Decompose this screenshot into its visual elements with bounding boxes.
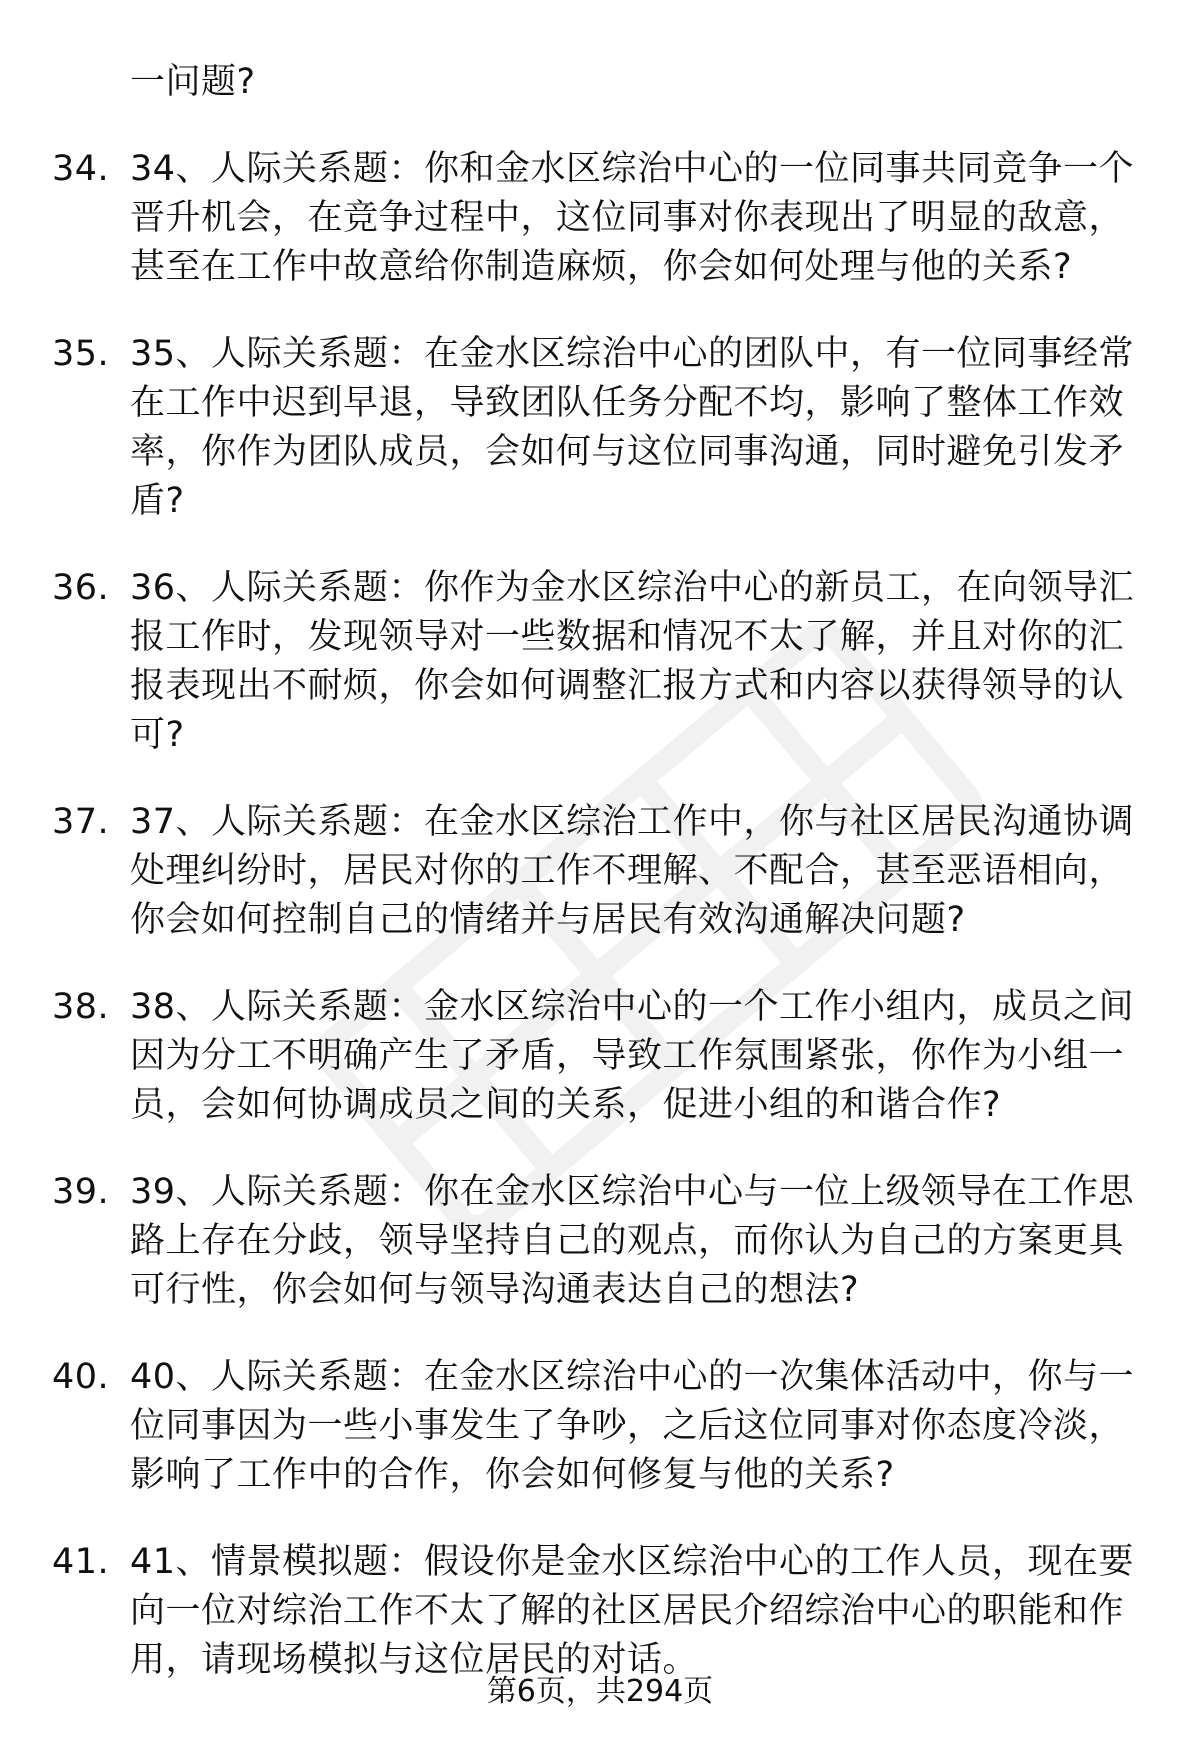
question-number: 35. (52, 334, 110, 374)
question-text: 37、人际关系题：在金水区综治工作中，你与社区居民沟通协调处理纠纷时，居民对你的工作不理解、不配合，甚至恶语相向，你会如何控制自己的情绪并与居民有效沟通解决问题? (130, 802, 1135, 940)
question-text: 34、人际关系题：你和金水区综治中心的一位同事共同竞争一个晋升机会，在竞争过程中，这位同事对你表现出了明显的敌意，甚至在工作中故意给你制造麻烦，你会如何处理与他的关系? (130, 149, 1135, 287)
continued-question-fragment: 一问题? (130, 62, 256, 102)
question-number: 40. (52, 1357, 110, 1397)
question-item (0, 564, 1150, 760)
question-number: 38. (52, 987, 110, 1027)
question-text: 35、人际关系题：在金水区综治中心的团队中，有一位同事经常在工作中迟到早退，导致团队任务分配不均，影响了整体工作效率，你作为团队成员，会如何与这位同事沟通，同时避免引发矛盾? (130, 334, 1135, 521)
question-number: 37. (52, 802, 110, 842)
question-list (0, 145, 1200, 1685)
question-number: 36. (52, 568, 110, 608)
question-item (0, 798, 1150, 945)
question-item (0, 1538, 1150, 1685)
page-footer (0, 1672, 1200, 1712)
question-number: 39. (52, 1172, 110, 1212)
question-item (0, 330, 1150, 526)
question-number: 41. (52, 1542, 110, 1582)
question-item (0, 1168, 1150, 1315)
question-number: 34. (52, 149, 110, 189)
question-text: 40、人际关系题：在金水区综治中心的一次集体活动中，你与一位同事因为一些小事发生了争吵，之后这位同事对你态度冷淡，影响了工作中的合作，你会如何修复与他的关系? (130, 1357, 1135, 1495)
document-body (0, 58, 1200, 1685)
question-item (0, 145, 1150, 292)
question-item (0, 983, 1150, 1130)
question-text: 36、人际关系题：你作为金水区综治中心的新员工，在向领导汇报工作时，发现领导对一些数据和情况不太了解，并且对你的汇报表现出不耐烦，你会如何调整汇报方式和内容以获得领导的认可? (130, 568, 1135, 755)
question-item (0, 1353, 1150, 1500)
question-text: 41、情景模拟题：假设你是金水区综治中心的工作人员，现在要向一位对综治工作不太了解的社区居民介绍综治中心的职能和作用，请现场模拟与这位居民的对话。 (130, 1542, 1135, 1680)
page-number-label: 第6页，共294页 (486, 1674, 714, 1709)
question-text: 39、人际关系题：你在金水区综治中心与一位上级领导在工作思路上存在分歧，领导坚持自己的观点，而你认为自己的方案更具可行性，你会如何与领导沟通表达自己的想法? (130, 1172, 1135, 1310)
question-text: 38、人际关系题：金水区综治中心的一个工作小组内，成员之间因为分工不明确产生了矛盾，导致工作氛围紧张，你作为小组一员，会如何协调成员之间的关系，促进小组的和谐合作? (130, 987, 1135, 1125)
